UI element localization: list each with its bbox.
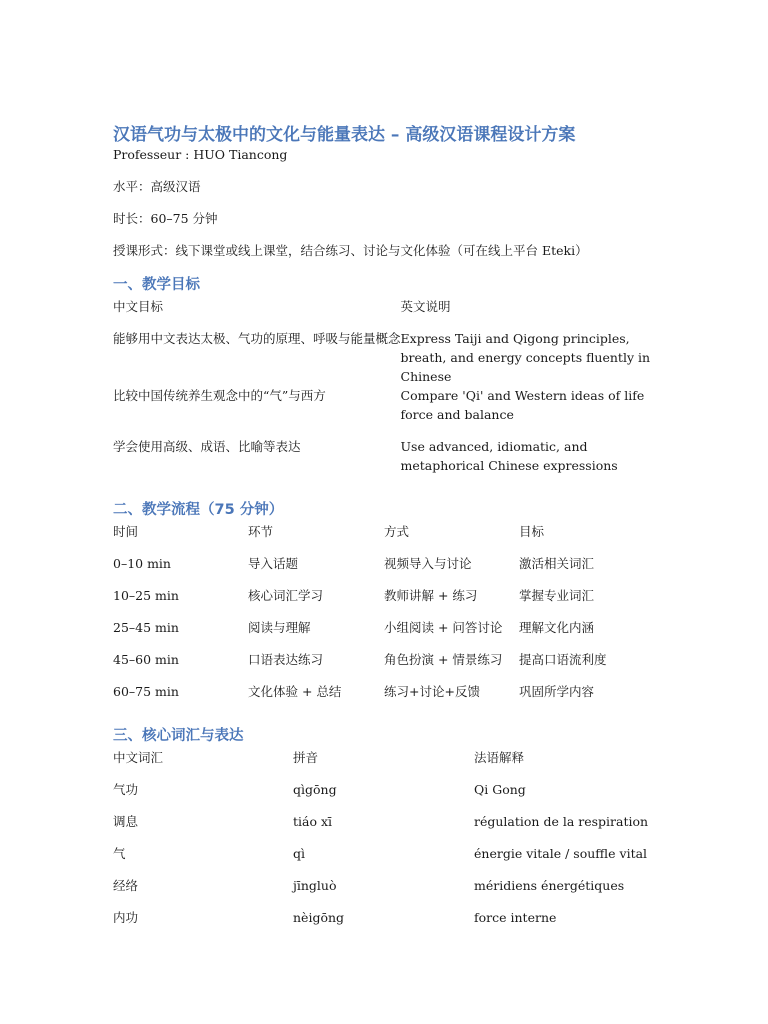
schedule-method: 小组阅读 + 问答讨论 bbox=[384, 620, 503, 635]
schedule-method: 练习+讨论+反馈 bbox=[384, 684, 480, 699]
vocab-pinyin: jīngluò bbox=[293, 878, 337, 893]
vocab-pinyin: tiáo xī bbox=[293, 814, 333, 829]
table-header-row bbox=[113, 522, 653, 554]
schedule-stage: 口语表达练习 bbox=[248, 652, 324, 667]
col-header-pinyin: 拼音 bbox=[293, 750, 319, 765]
table-row bbox=[113, 650, 653, 682]
vocab-pinyin: nèigōng bbox=[293, 910, 345, 925]
schedule-goal: 巩固所学内容 bbox=[519, 684, 595, 699]
table-row bbox=[113, 386, 653, 437]
col-header-zh-goal: 中文目标 bbox=[113, 299, 164, 314]
schedule-heading: 二、教学流程（75 分钟） bbox=[113, 502, 284, 518]
professor-line: Professeur : HUO Tiancong bbox=[113, 147, 288, 162]
vocabulary-table bbox=[113, 748, 653, 940]
format-line: 授课形式：线下课堂或线上课堂，结合练习、讨论与文化体验（可在线上平台 Eteki） bbox=[113, 243, 588, 258]
table-row bbox=[113, 876, 653, 908]
schedule-method: 教师讲解 + 练习 bbox=[384, 588, 478, 603]
col-header-french: 法语解释 bbox=[474, 750, 525, 765]
col-header-stage: 环节 bbox=[248, 524, 274, 539]
schedule-time: 25–45 min bbox=[113, 620, 179, 635]
vocab-french: méridiens énergétiques bbox=[474, 878, 625, 893]
document-title: 汉语气功与太极中的文化与能量表达 – 高级汉语课程设计方案 bbox=[113, 125, 576, 145]
col-header-method: 方式 bbox=[384, 524, 410, 539]
vocab-french: énergie vitale / souffle vital bbox=[474, 846, 648, 861]
objective-en: Compare 'Qi' and Western ideas of life force and balance bbox=[400, 388, 645, 422]
table-row bbox=[113, 844, 653, 876]
document-body bbox=[113, 124, 653, 940]
schedule-table bbox=[113, 522, 653, 718]
vocab-word: 调息 bbox=[113, 814, 139, 829]
table-row bbox=[113, 812, 653, 844]
table-row bbox=[113, 554, 653, 586]
objective-zh: 学会使用高级、成语、比喻等表达 bbox=[113, 439, 301, 454]
table-row bbox=[113, 437, 653, 491]
schedule-time: 45–60 min bbox=[113, 652, 179, 667]
schedule-stage: 核心词汇学习 bbox=[248, 588, 324, 603]
schedule-method: 角色扮演 + 情景练习 bbox=[384, 652, 503, 667]
table-header-row bbox=[113, 297, 653, 329]
schedule-stage: 文化体验 + 总结 bbox=[248, 684, 342, 699]
objective-zh: 比较中国传统养生观念中的“气”与西方 bbox=[113, 388, 326, 403]
schedule-time: 0–10 min bbox=[113, 556, 171, 571]
vocab-french: force interne bbox=[474, 910, 557, 925]
vocab-pinyin: qìgōng bbox=[293, 782, 337, 797]
table-row bbox=[113, 908, 653, 940]
objective-en: Use advanced, idiomatic, and metaphorical Chinese expressions bbox=[400, 439, 618, 473]
schedule-goal: 激活相关词汇 bbox=[519, 556, 595, 571]
col-header-time: 时间 bbox=[113, 524, 139, 539]
vocab-word: 气功 bbox=[113, 782, 139, 797]
table-row bbox=[113, 618, 653, 650]
schedule-time: 10–25 min bbox=[113, 588, 179, 603]
schedule-goal: 提高口语流利度 bbox=[519, 652, 607, 667]
schedule-method: 视频导入与讨论 bbox=[384, 556, 472, 571]
schedule-stage: 阅读与理解 bbox=[248, 620, 311, 635]
level-line: 水平：高级汉语 bbox=[113, 179, 201, 194]
col-header-en-desc: 英文说明 bbox=[400, 299, 451, 314]
table-header-row bbox=[113, 748, 653, 780]
vocab-pinyin: qì bbox=[293, 846, 305, 861]
schedule-time: 60–75 min bbox=[113, 684, 179, 699]
vocabulary-heading: 三、核心词汇与表达 bbox=[113, 728, 244, 744]
objectives-table bbox=[113, 297, 653, 491]
vocab-french: régulation de la respiration bbox=[474, 814, 649, 829]
col-header-goal: 目标 bbox=[519, 524, 545, 539]
vocab-word: 气 bbox=[113, 846, 126, 861]
table-row bbox=[113, 586, 653, 618]
objective-zh: 能够用中文表达太极、气功的原理、呼吸与能量概念 bbox=[113, 331, 401, 346]
table-row bbox=[113, 780, 653, 812]
table-row bbox=[113, 329, 653, 386]
vocab-word: 内功 bbox=[113, 910, 139, 925]
vocab-french: Qi Gong bbox=[474, 782, 526, 797]
duration-line: 时长：60–75 分钟 bbox=[113, 211, 218, 226]
vocab-word: 经络 bbox=[113, 878, 139, 893]
col-header-word: 中文词汇 bbox=[113, 750, 164, 765]
objective-en: Express Taiji and Qigong principles, breath, and energy concepts fluently in Chinese bbox=[400, 331, 651, 384]
schedule-stage: 导入话题 bbox=[248, 556, 299, 571]
objectives-heading: 一、教学目标 bbox=[113, 277, 200, 293]
schedule-goal: 理解文化内涵 bbox=[519, 620, 595, 635]
table-row bbox=[113, 682, 653, 718]
schedule-goal: 掌握专业词汇 bbox=[519, 588, 595, 603]
